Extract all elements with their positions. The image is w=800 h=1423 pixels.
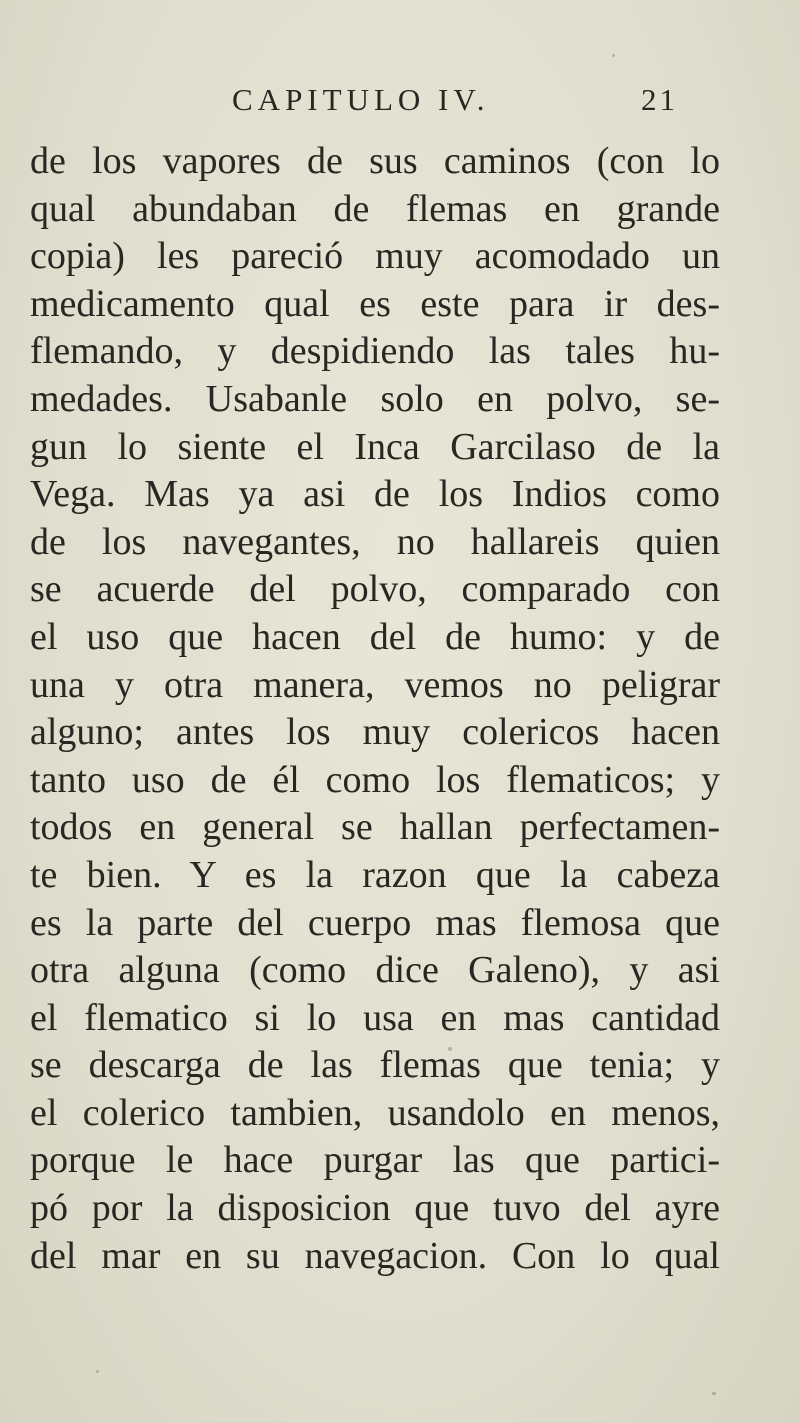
text-line: el colerico tambien, usandolo en menos, <box>30 1091 720 1134</box>
text-line: medades. Usabanle solo en polvo, se- <box>30 377 720 420</box>
text-line: el flematico si lo usa en mas cantidad <box>30 996 720 1039</box>
text-line: qual abundaban de flemas en grande <box>30 187 720 230</box>
text-line: el uso que hacen del de humo: y de <box>30 615 720 658</box>
text-line: pó por la disposicion que tuvo del ayre <box>30 1187 720 1230</box>
text-line: de los vapores de sus caminos (con lo <box>30 140 720 182</box>
running-title: CAPITULO IV. <box>232 82 490 117</box>
text-line: porque le hace purgar las que partici- <box>30 1139 720 1182</box>
text-line: de los navegantes, no hallareis quien <box>30 520 720 563</box>
page-number: 21 <box>641 82 678 117</box>
text-line: gun lo siente el Inca Garcilaso de la <box>30 425 720 468</box>
text-line: copia) les pareció muy acomodado un <box>30 235 720 278</box>
text-line: alguno; antes los muy colericos hacen <box>30 711 720 754</box>
paper-speck <box>712 1392 716 1395</box>
paper-speck <box>96 1370 99 1373</box>
text-line: flemando, y despidiendo las tales hu- <box>30 330 720 373</box>
text-line: se descarga de las flemas que tenia; y <box>30 1044 720 1087</box>
text-line: te bien. Y es la razon que la cabeza <box>30 853 720 896</box>
text-line: otra alguna (como dice Galeno), y asi <box>30 949 720 992</box>
text-line: se acuerde del polvo, comparado con <box>30 568 720 611</box>
text-line: todos en general se hallan perfectamen- <box>30 806 720 849</box>
text-line: una y otra manera, vemos no peligrar <box>30 663 720 706</box>
paper-speck <box>612 54 615 57</box>
body-text <box>30 138 720 1280</box>
text-line: del mar en su navegacion. Con lo qual <box>30 1234 720 1277</box>
text-line: Vega. Mas ya asi de los Indios como <box>30 473 720 516</box>
paper-speck <box>448 1047 452 1051</box>
page-header <box>232 82 678 122</box>
text-line: medicamento qual es este para ir des- <box>30 282 720 325</box>
text-line: tanto uso de él como los flematicos; y <box>30 758 720 801</box>
text-line: es la parte del cuerpo mas flemosa que <box>30 901 720 944</box>
